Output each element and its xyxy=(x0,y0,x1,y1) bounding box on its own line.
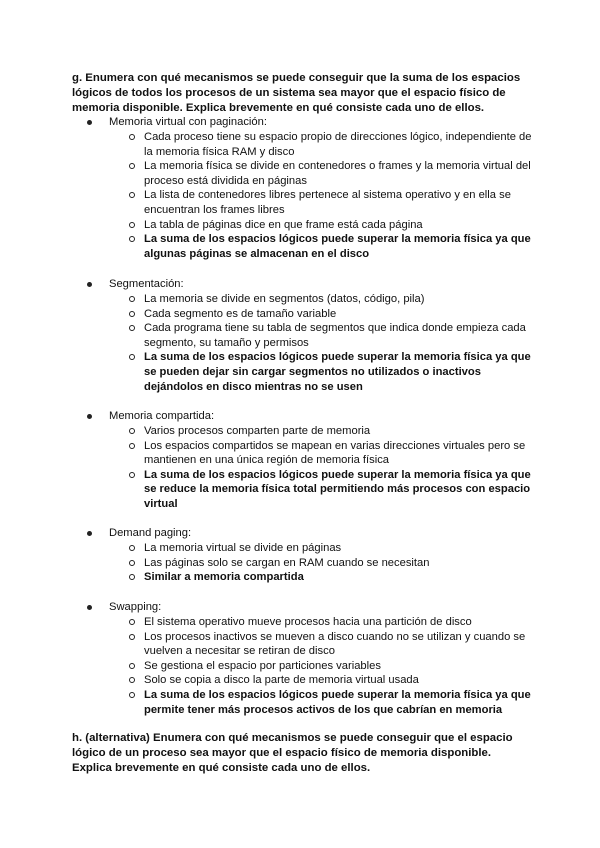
section-swapping xyxy=(72,600,532,717)
question-g: g. Enumera con qué mecanismos se puede conseguir que la suma de los espacios lógicos de todos los procesos de un sistema sea mayor que el espacio físico de memoria disponible. Explica brevemente en qué consiste cada uno de ellos. xyxy=(72,72,521,114)
list-item xyxy=(72,130,532,159)
list-item xyxy=(72,468,532,512)
list-item xyxy=(72,659,532,674)
list-item xyxy=(72,439,532,468)
bullet-icon xyxy=(87,414,92,419)
section-heading xyxy=(72,115,532,130)
circle-bullet-icon xyxy=(129,443,135,449)
list-item-text: El sistema operativo mueve procesos hacia una partición de disco xyxy=(144,616,472,628)
list-item-text: La suma de los espacios lógicos puede superar la memoria física ya que permite tener más procesos activos de los que cabrían en memoria xyxy=(144,688,531,716)
bullet-icon xyxy=(87,282,92,287)
list-item-text: La suma de los espacios lógicos puede superar la memoria física ya que se reduce la memoria física total permitiendo más procesos con espacio virtual xyxy=(144,468,531,510)
section-paginacion xyxy=(72,115,532,261)
circle-bullet-icon xyxy=(129,163,135,169)
list-item-text: Se gestiona el espacio por particiones variables xyxy=(144,659,381,672)
list-item-text: La suma de los espacios lógicos puede superar la memoria física ya que algunas páginas se almacenan en el disco xyxy=(144,233,531,260)
list-item-text: Similar a memoria compartida xyxy=(144,571,304,584)
circle-bullet-icon xyxy=(129,619,135,625)
list-item xyxy=(72,688,532,717)
circle-bullet-icon xyxy=(129,472,135,478)
circle-bullet-icon xyxy=(129,692,135,698)
list-item xyxy=(72,188,532,217)
question-h: h. (alternativa) Enumera con qué mecanismos se puede conseguir que el espacio lógico de un proceso sea mayor que el espacio físico de memoria disponible. Explica brevemente en qué consiste cada uno de ellos. xyxy=(72,732,513,774)
circle-bullet-icon xyxy=(129,677,135,683)
circle-bullet-icon xyxy=(129,354,135,360)
sub-list xyxy=(72,541,532,585)
bullet-icon xyxy=(87,605,92,610)
list-item-text: Varios procesos comparten parte de memoria xyxy=(144,425,371,437)
section-heading xyxy=(72,409,532,424)
circle-bullet-icon xyxy=(129,311,135,317)
circle-bullet-icon xyxy=(129,663,135,669)
list-item-text: La memoria virtual se divide en páginas xyxy=(144,542,342,554)
section-demand-paging xyxy=(72,526,532,585)
list-item-text: La lista de contenedores libres pertenece al sistema operativo y en ella se encuentran los frames libres xyxy=(144,189,511,216)
circle-bullet-icon xyxy=(129,428,135,434)
list-item-text: Cada proceso tiene su espacio propio de direcciones lógico, independiente de la memoria física RAM y disco xyxy=(144,131,532,158)
list-item-text: Las páginas solo se cargan en RAM cuando se necesitan xyxy=(144,556,430,569)
list-item-text: Los procesos inactivos se mueven a disco cuando no se utilizan y cuando se vuelven a necesitar se retiran de disco xyxy=(144,630,526,658)
list-item xyxy=(72,570,532,585)
list-item-text: La tabla de páginas dice en que frame está cada página xyxy=(144,218,423,231)
list-item-text: Cada programa tiene su tabla de segmentos que indica donde empieza cada segmento, su tamaño y permisos xyxy=(144,322,526,349)
list-item-text: Los espacios compartidos se mapean en varias direcciones virtuales pero se mantienen en una única región de memoria física xyxy=(144,439,526,467)
circle-bullet-icon xyxy=(129,236,135,242)
list-item-text: La suma de los espacios lógicos puede superar la memoria física ya que se pueden dejar sin cargar segmentos no utilizados o inactivos dejándolos en disco mientras no se usen xyxy=(144,351,531,393)
circle-bullet-icon xyxy=(129,634,135,640)
section-heading xyxy=(72,600,532,615)
list-item xyxy=(72,292,532,307)
circle-bullet-icon xyxy=(129,574,135,580)
list-item xyxy=(72,350,532,394)
circle-bullet-icon xyxy=(129,325,135,331)
circle-bullet-icon xyxy=(129,560,135,566)
section-title: Demand paging: xyxy=(109,527,192,539)
list-item xyxy=(72,541,532,556)
section-segmentacion xyxy=(72,277,532,394)
section-heading xyxy=(72,526,532,541)
circle-bullet-icon xyxy=(129,222,135,228)
list-item xyxy=(72,232,532,261)
section-title: Swapping: xyxy=(109,601,162,613)
list-item xyxy=(72,630,532,659)
circle-bullet-icon xyxy=(129,545,135,551)
list-item xyxy=(72,556,532,571)
list-item xyxy=(72,159,532,188)
circle-bullet-icon xyxy=(129,134,135,140)
list-item xyxy=(72,673,532,688)
section-heading xyxy=(72,277,532,292)
section-title: Memoria compartida: xyxy=(109,410,215,422)
list-item xyxy=(72,218,532,233)
list-item xyxy=(72,424,532,439)
sub-list xyxy=(72,130,532,261)
list-item xyxy=(72,321,532,350)
list-item-text: Solo se copia a disco la parte de memoria virtual usada xyxy=(144,674,419,687)
list-item xyxy=(72,307,532,322)
section-memoria-compartida xyxy=(72,409,532,512)
list-item xyxy=(72,615,532,630)
sub-list xyxy=(72,424,532,512)
list-item-text: La memoria física se divide en contenedores o frames y la memoria virtual del proceso está dividida en páginas xyxy=(144,160,531,187)
list-item-text: Cada segmento es de tamaño variable xyxy=(144,307,337,320)
bullet-icon xyxy=(87,120,92,125)
bullet-icon xyxy=(87,531,92,536)
section-title: Segmentación: xyxy=(109,278,184,290)
sub-list xyxy=(72,292,532,394)
section-title: Memoria virtual con paginación: xyxy=(109,116,267,128)
circle-bullet-icon xyxy=(129,296,135,302)
circle-bullet-icon xyxy=(129,192,135,198)
sub-list xyxy=(72,615,532,717)
list-item-text: La memoria se divide en segmentos (datos, código, pila) xyxy=(144,293,425,305)
